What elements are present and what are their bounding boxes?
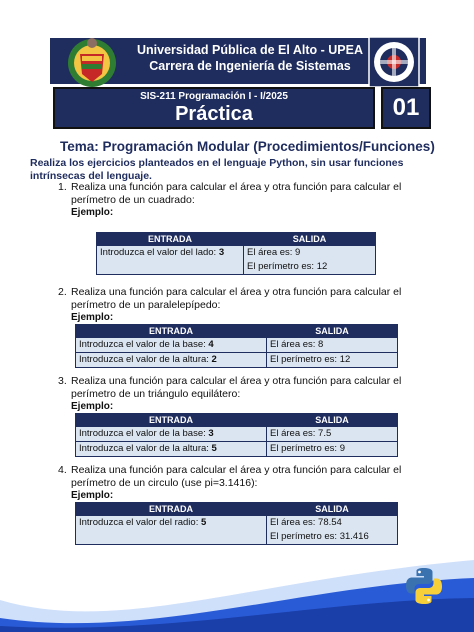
practice-number: 01	[381, 87, 431, 129]
instructions-text: Realiza los ejercicios planteados en el lenguaje Python, sin usar funciones intrínsecas del lenguaje.	[30, 157, 404, 182]
table-row	[76, 353, 398, 368]
output-cell: El perímetro es: 9	[267, 442, 398, 457]
output-cell: El área es: 78.54	[267, 516, 398, 531]
exercise-text: Realiza una función para calcular el área y otra función para calcular el perímetro de un circulo (use pi=3.1416):	[71, 464, 402, 489]
upea-crest-icon	[64, 34, 120, 90]
exercise-4-table	[75, 502, 398, 545]
table-row	[97, 246, 376, 261]
example-label: Ejemplo:	[71, 312, 114, 323]
example-label: Ejemplo:	[71, 490, 114, 501]
input-cell: Introduzca el valor del lado: 3	[97, 246, 244, 275]
output-header: SALIDA	[244, 233, 376, 246]
exercise-text: Realiza una función para calcular el área y otra función para calcular el perímetro de un paralelepípedo:	[71, 286, 402, 311]
table-row	[76, 338, 398, 353]
practice-title: Práctica	[175, 103, 253, 125]
exercise-number: 2.	[58, 286, 67, 298]
output-header: SALIDA	[267, 325, 398, 338]
output-cell: El perímetro es: 31.416	[267, 530, 398, 545]
table-row	[76, 516, 398, 531]
input-cell: Introduzca el valor de la base: 3	[76, 427, 267, 442]
table-row	[76, 427, 398, 442]
exercise-number: 4.	[58, 464, 67, 476]
table-row	[76, 442, 398, 457]
topic-heading: Tema: Programación Modular (Procedimientos/Funciones)	[60, 139, 435, 154]
exercise-1-statement	[58, 181, 404, 207]
input-cell: Introduzca el valor del radio: 5	[76, 516, 267, 545]
input-cell: Introduzca el valor de la altura: 5	[76, 442, 267, 457]
career-name: Carrera de Ingeniería de Sistemas	[149, 59, 351, 73]
decorative-wave	[0, 540, 474, 632]
input-header: ENTRADA	[76, 503, 267, 516]
input-header: ENTRADA	[76, 414, 267, 427]
input-cell: Introduzca el valor de la base: 4	[76, 338, 267, 353]
output-header: SALIDA	[267, 503, 398, 516]
university-name: Universidad Pública de El Alto - UPEA	[137, 43, 363, 57]
example-label: Ejemplo:	[71, 401, 114, 412]
python-logo-icon	[404, 566, 444, 606]
output-cell: El perímetro es: 12	[267, 353, 398, 368]
output-cell: El área es: 7.5	[267, 427, 398, 442]
output-cell: El perímetro es: 12	[244, 260, 376, 275]
exercise-number: 3.	[58, 375, 67, 387]
exercise-3-statement	[58, 375, 404, 401]
input-cell: Introduzca el valor de la altura: 2	[76, 353, 267, 368]
exercise-3-table	[75, 413, 398, 457]
exercise-2-table	[75, 324, 398, 368]
example-label: Ejemplo:	[71, 207, 114, 218]
exercise-number: 1.	[58, 181, 67, 193]
exercise-text: Realiza una función para calcular el área y otra función para calcular el perímetro de un triángulo equilátero:	[71, 375, 402, 400]
ingenieria-sistemas-seal-icon	[368, 36, 420, 88]
input-header: ENTRADA	[97, 233, 244, 246]
output-cell: El área es: 8	[267, 338, 398, 353]
exercise-2-statement	[58, 286, 404, 312]
exercise-1-table	[96, 232, 376, 275]
course-banner	[53, 87, 375, 129]
exercise-4-statement	[58, 464, 404, 490]
input-header: ENTRADA	[76, 325, 267, 338]
header-title	[125, 42, 375, 74]
course-code: SIS-211 Programación I - I/2025	[140, 91, 288, 102]
exercise-text: Realiza una función para calcular el área y otra función para calcular el perímetro de un cuadrado:	[71, 181, 402, 206]
output-header: SALIDA	[267, 414, 398, 427]
output-cell: El área es: 9	[244, 246, 376, 261]
